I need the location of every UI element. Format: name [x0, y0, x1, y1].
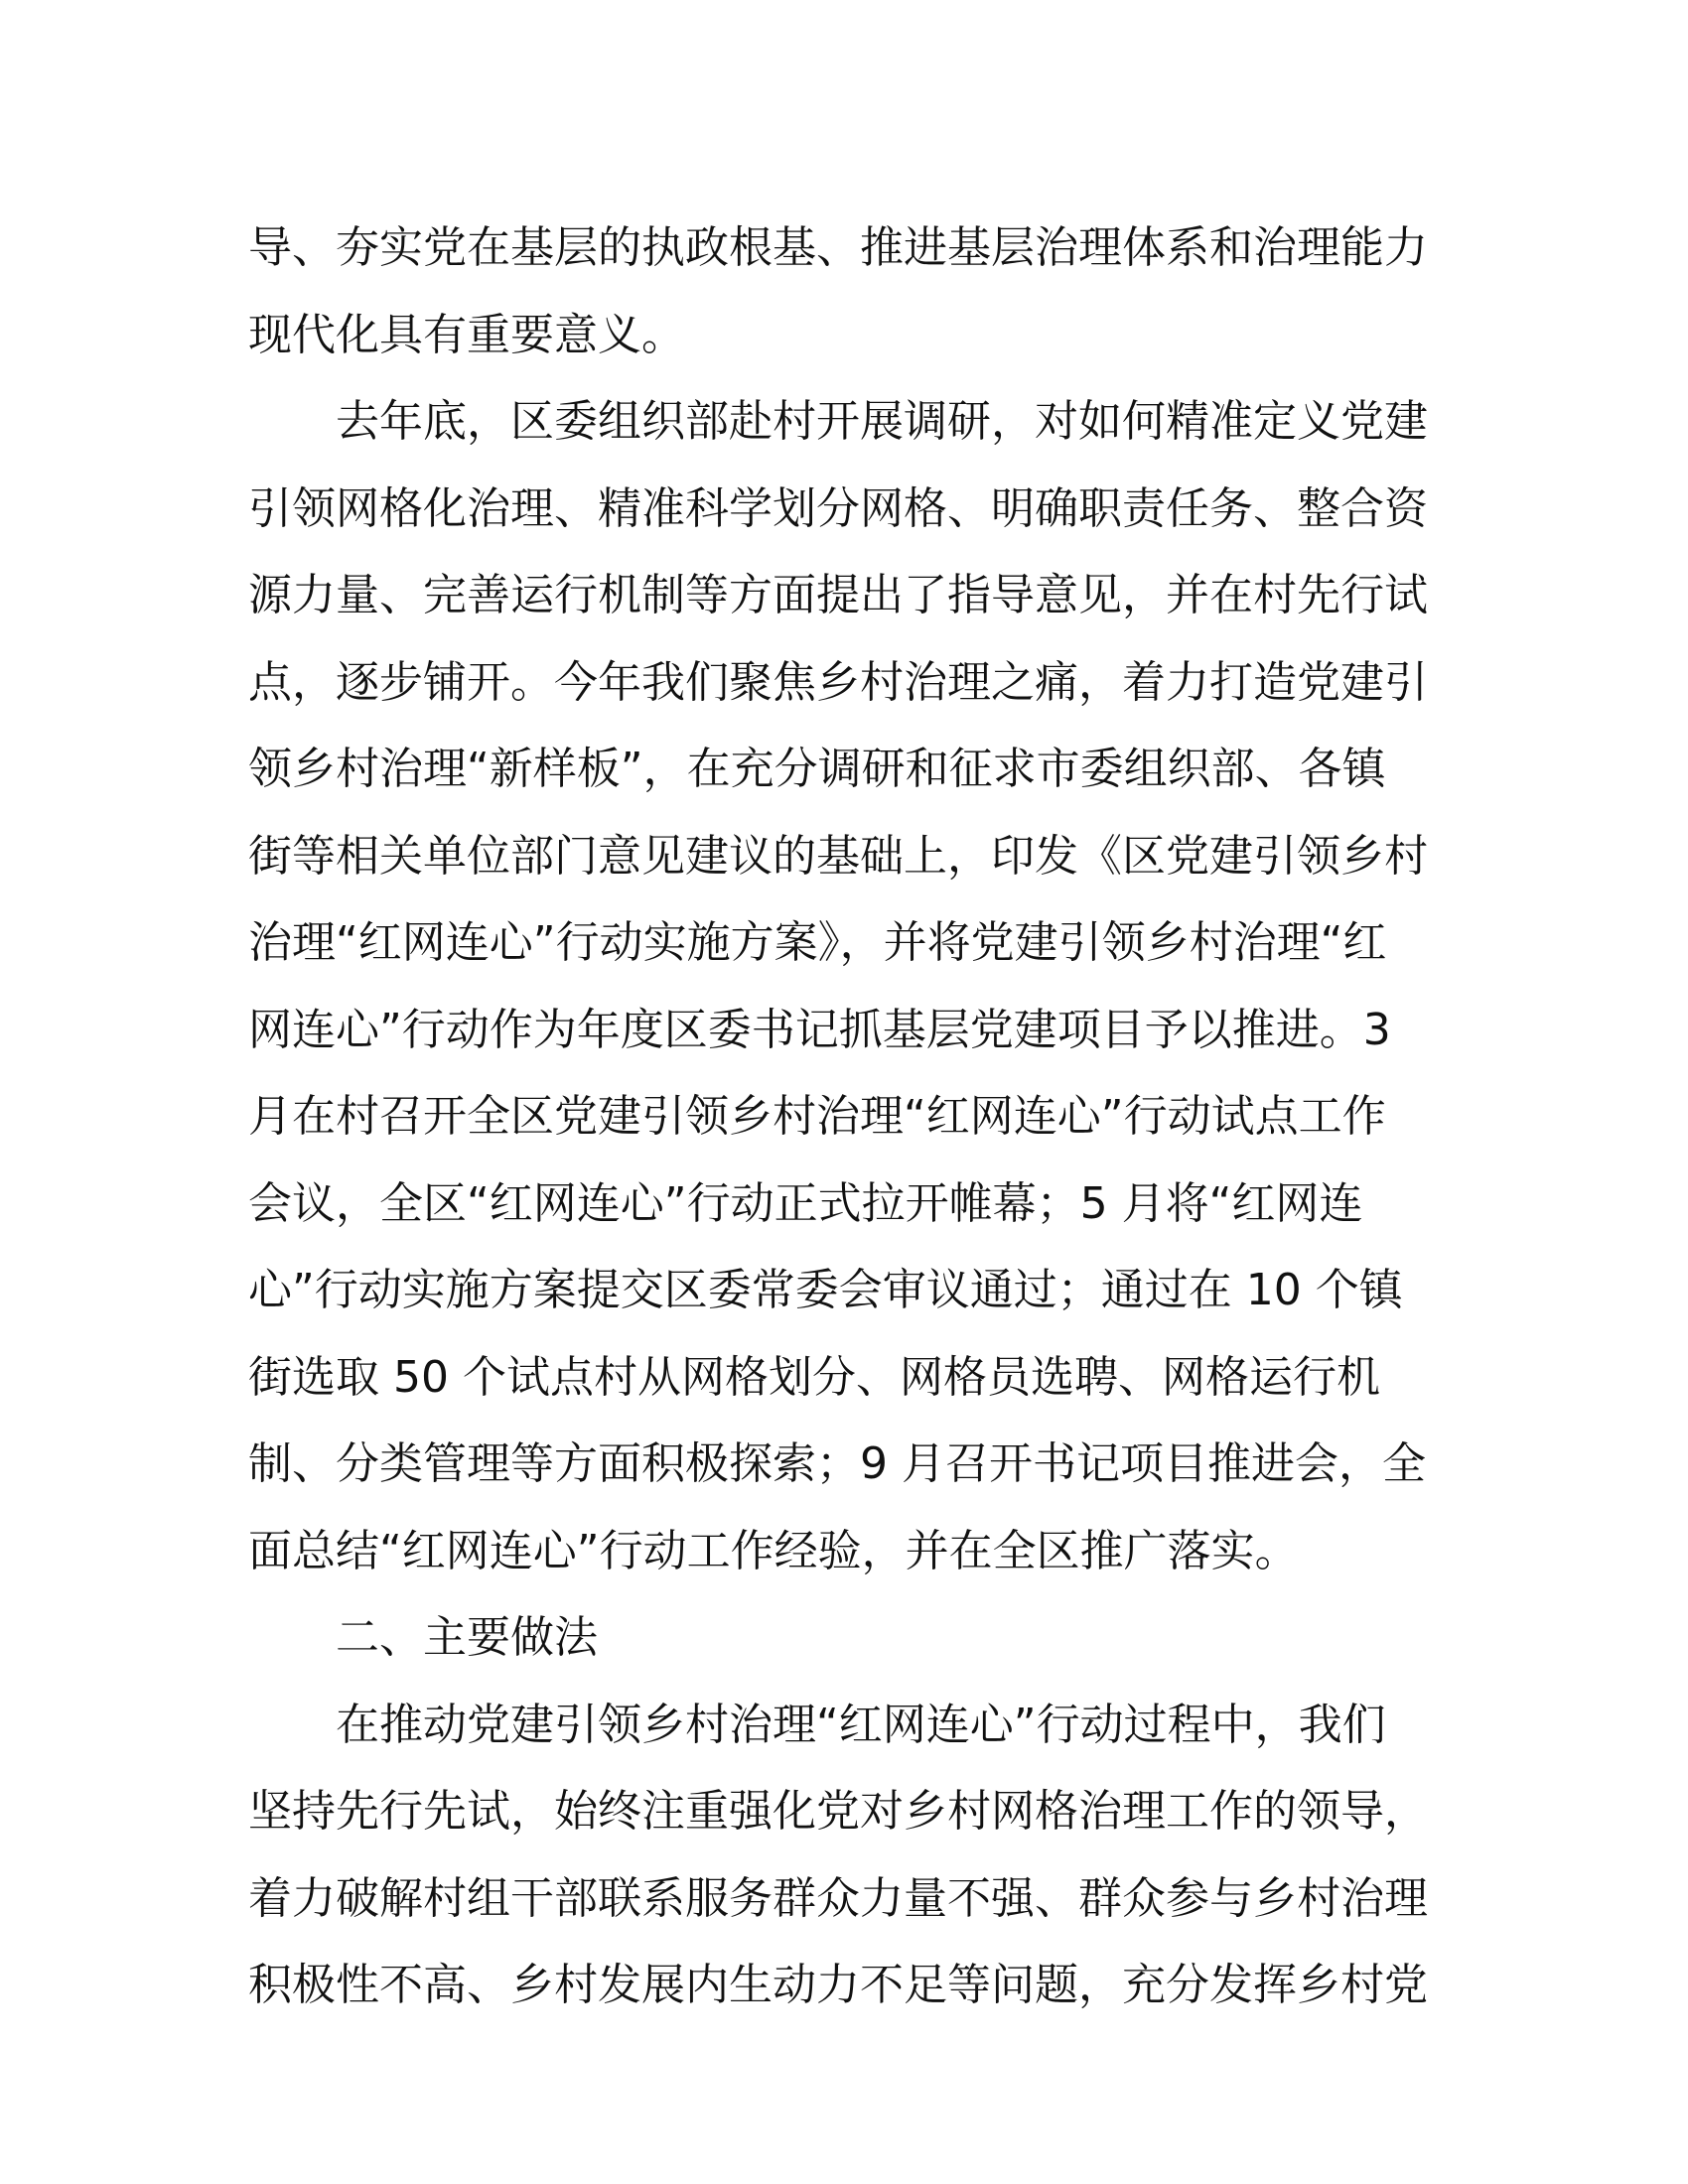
text-line: 领乡村治理“新样板”，在充分调研和征求市委组织部、各镇: [248, 744, 1386, 794]
text-line: 坚持先行先试，始终注重强化党对乡村网格治理工作的领导，: [248, 1786, 1428, 1837]
text-line: 面总结“红网连心”行动工作经验，并在全区推广落实。: [248, 1525, 1299, 1576]
text-line: 治理“红网连心”行动实施方案》，并将党建引领乡村治理“红: [248, 917, 1387, 968]
text-line: 去年底，区委组织部赴村开展调研，对如何精准定义党建: [336, 396, 1428, 447]
text-line: 源力量、完善运行机制等方面提出了指导意见，并在村先行试: [248, 570, 1428, 620]
text-line: 月在村召开全区党建引领乡村治理“红网连心”行动试点工作: [248, 1091, 1386, 1142]
text-line: 街等相关单位部门意见建议的基础上，印发《区党建引领乡村: [248, 830, 1428, 882]
text-line: 街选取 50 个试点村从网格划分、网格员选聘、网格运行机: [248, 1351, 1380, 1403]
text-line: 积极性不高、乡村发展内生动力不足等问题，充分发挥乡村党: [248, 1960, 1428, 2010]
text-line: 制、分类管理等方面积极探索；9 月召开书记项目推进会，全: [248, 1438, 1426, 1489]
text-line: 点，逐步铺开。今年我们聚焦乡村治理之痛，着力打造党建引: [248, 656, 1428, 708]
section-heading: 二、主要做法: [336, 1612, 598, 1663]
text-line: 在推动党建引领乡村治理“红网连心”行动过程中，我们: [336, 1699, 1386, 1750]
text-line: 引领网格化治理、精准科学划分网格、明确职责任务、整合资: [248, 482, 1428, 534]
paragraph-practice: [248, 1682, 1440, 2029]
text-line: 现代化具有重要意义。: [248, 309, 685, 360]
text-line: 心”行动实施方案提交区委常委会审议通过；通过在 10 个镇: [248, 1265, 1403, 1315]
paragraph-background: [248, 378, 1440, 1594]
text-line: 着力破解村组干部联系服务群众力量不强、群众参与乡村治理: [248, 1872, 1428, 1924]
text-line: 会议，全区“红网连心”行动正式拉开帷幕；5 月将“红网连: [248, 1177, 1363, 1229]
text-line: 网连心”行动作为年度区委书记抓基层党建项目予以推进。3: [248, 1004, 1391, 1055]
document-body: [248, 205, 1440, 2029]
paragraph-intro-tail: [248, 205, 1440, 378]
text-line: 导、夯实党在基层的执政根基、推进基层治理体系和治理能力: [248, 222, 1428, 273]
